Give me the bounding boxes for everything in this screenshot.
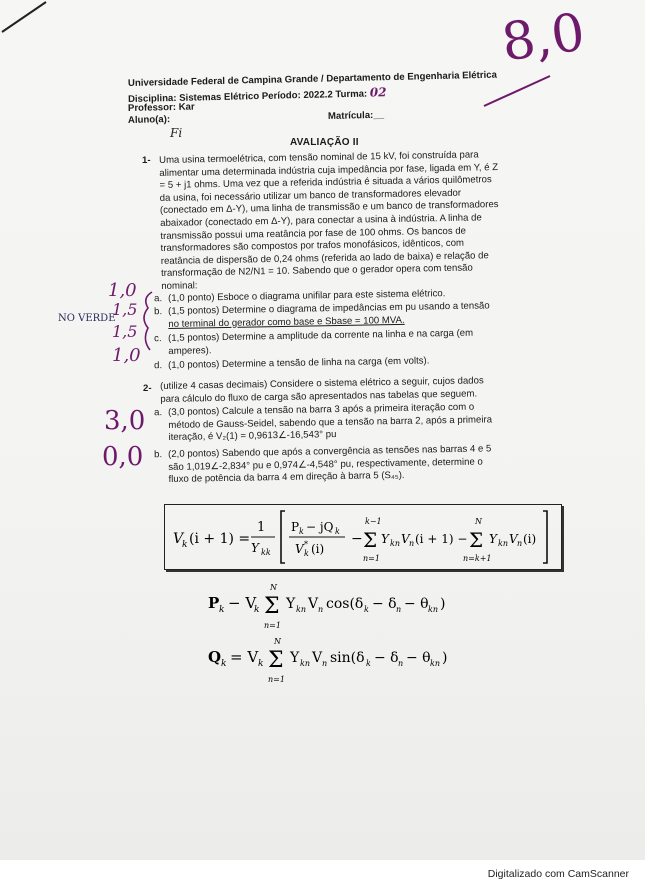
svg-text:n: n <box>396 605 402 614</box>
svg-text:k: k <box>182 540 188 550</box>
svg-text:Σ: Σ <box>264 594 280 619</box>
svg-text:(i + 1) =: (i + 1) = <box>189 531 251 547</box>
header-student <box>128 114 170 126</box>
q1-item-d <box>154 355 430 372</box>
q1-line: transformadores são compostos por trafos monofásicos, idênticos, com <box>160 237 465 255</box>
active-power-formula <box>200 580 480 630</box>
svg-text:Y: Y <box>251 541 259 555</box>
svg-text:(i + 1) −: (i + 1) − <box>415 532 468 546</box>
svg-text:(i): (i) <box>523 532 537 546</box>
svg-text:cos(δ: cos(δ <box>326 596 364 612</box>
handwritten-turma: 02 <box>369 85 387 100</box>
svg-text:− jQ: − jQ <box>306 520 334 534</box>
item-label: d. <box>154 360 163 372</box>
svg-text:kn: kn <box>430 659 440 668</box>
q1-line: transmissão possui uma reatância por fase de 100 ohms. Os bancos de <box>160 225 467 242</box>
bracket-mark <box>138 288 158 368</box>
header-matricula: Matrícula:__ <box>327 109 385 122</box>
svg-text:kk: kk <box>261 548 271 557</box>
svg-text:k: k <box>364 605 369 614</box>
scanner-watermark: Digitalizado com CamScanner <box>487 868 629 880</box>
svg-text:= V: = V <box>230 648 259 666</box>
q2-number: 2- <box>143 383 152 394</box>
page-title: AVALIAÇÃO II <box>290 137 359 148</box>
q1-item-c <box>154 327 474 359</box>
svg-text:kn: kn <box>390 539 400 548</box>
item-line: método de Gauss-Seidel, sabendo que a tensão na barra 2, após a primeira <box>168 413 493 431</box>
q1-number: 1- <box>142 155 151 166</box>
item-label: a. <box>154 407 163 419</box>
item-label: c. <box>154 333 162 345</box>
svg-text:Σ: Σ <box>363 528 378 552</box>
svg-text:n=1: n=1 <box>268 675 285 684</box>
svg-text:k: k <box>304 549 309 558</box>
q1-line: nominal: <box>161 280 198 292</box>
svg-text:N: N <box>270 583 277 592</box>
q1-line: abaixador (conectado em Δ-Y), para conectar a usina à indústria. A linha de <box>160 212 482 229</box>
item-line: (1,5 pontos) Determine a amplitude da corrente na linha e na carga (em <box>168 327 474 344</box>
svg-text:V: V <box>173 531 184 547</box>
svg-text:kn: kn <box>300 659 310 668</box>
q1-line: alimentar uma determinada indústria cuja impedância por fase, ligada em Y, é Z <box>159 161 499 179</box>
svg-text:N: N <box>475 517 482 526</box>
svg-text:k: k <box>254 605 260 615</box>
svg-text:V: V <box>401 532 410 546</box>
svg-text:P: P <box>291 520 300 534</box>
item-line: (3,0 pontos) Calcule a tensão na barra 3 após a primeira iteração com o <box>168 401 475 418</box>
svg-text:V: V <box>509 532 518 546</box>
pen-stroke-mark <box>0 0 60 40</box>
svg-text:n: n <box>322 659 328 668</box>
handwritten-under-name: Fi <box>170 126 183 140</box>
svg-text:Σ: Σ <box>268 648 284 673</box>
item-line: (2,0 pontos) Sabendo que após a convergência as tensões nas barras 4 e 5 <box>168 443 492 460</box>
q2-item-a <box>154 401 493 444</box>
gauss-seidel-formula <box>165 505 561 569</box>
svg-text:k: k <box>299 527 304 536</box>
svg-text:n: n <box>318 605 324 614</box>
grade-mark-2b: 0,0 <box>102 442 144 472</box>
svg-text:kn: kn <box>296 605 306 614</box>
svg-text:Y: Y <box>290 650 300 666</box>
q1-body <box>159 149 500 293</box>
svg-text:k: k <box>366 659 371 668</box>
q1-line: transformação de N2/N1 = 10. Sabendo que o gerador opera com tensão <box>160 262 473 280</box>
score-underline-mark <box>480 70 560 110</box>
svg-text:V: V <box>308 596 319 612</box>
grade-mark-c: 1,5 <box>112 322 138 341</box>
svg-text:− θ: − θ <box>404 596 429 612</box>
item-line: (1,0 pontos) Determine a tensão de linha na carga (em volts). <box>168 355 430 371</box>
svg-text:n: n <box>409 539 415 548</box>
svg-text:Y: Y <box>381 532 389 546</box>
svg-text:kn: kn <box>428 605 438 614</box>
item-line: no terminal do gerador como base e Sbase = 100 MVA. <box>168 314 405 330</box>
item-line: fluxo de potência da barra 4 em direção à barra 5 (S₄₅). <box>168 470 405 486</box>
item-line: amperes). <box>168 344 212 357</box>
svg-text:kn: kn <box>498 539 508 548</box>
svg-text:sin(δ: sin(δ <box>330 650 365 666</box>
score-total: 8,0 <box>498 2 589 74</box>
svg-text:): ) <box>442 650 448 666</box>
q1-line: da usina, foi necessário utilizar um banco de transformadores elevador <box>159 187 462 204</box>
item-label: b. <box>154 306 163 318</box>
item-label: a. <box>154 293 163 305</box>
header-university: Universidade Federal de Campina Grande / Departamento de Engenharia Elétrica <box>127 69 497 89</box>
svg-text:n: n <box>517 539 523 548</box>
grade-mark-2a: 3,0 <box>104 406 146 436</box>
svg-text:N: N <box>274 637 281 646</box>
header-professor: Professor: Kar <box>127 101 195 114</box>
reactive-power-formula <box>200 632 480 684</box>
svg-text:k: k <box>335 527 340 536</box>
q2-line: para cálculo do fluxo de carga são apresentados nas tabelas que seguem. <box>160 388 478 405</box>
grade-mark-a: 1,0 <box>108 280 137 301</box>
svg-text:−: − <box>351 531 363 547</box>
svg-text:k: k <box>258 659 264 669</box>
svg-text:V: V <box>295 542 304 556</box>
q1-line: reatância de dispersão de 0,24 ohms (referida ao lado de baixa) e relação de <box>160 250 489 267</box>
gauss-seidel-formula-box <box>164 504 562 570</box>
svg-text:*: * <box>304 540 308 549</box>
q1-line: Uma usina termoelétrica, com tensão nominal de 15 kV, foi construída para <box>159 149 479 166</box>
svg-text:1: 1 <box>257 520 266 535</box>
svg-text:− θ: − θ <box>406 650 431 666</box>
svg-text:): ) <box>440 596 446 612</box>
svg-text:P: P <box>208 594 220 612</box>
item-label: b. <box>154 449 163 461</box>
svg-text:− δ: − δ <box>374 650 399 666</box>
svg-text:k: k <box>219 605 225 615</box>
svg-text:− V: − V <box>228 594 257 612</box>
svg-text:n=k+1: n=k+1 <box>463 554 492 563</box>
q1-line: = 5 + j1 ohms. Uma vez que a referida indústria é situada a vários quilômetros <box>159 174 492 192</box>
svg-text:− δ: − δ <box>372 596 397 612</box>
svg-text:n=1: n=1 <box>264 621 281 630</box>
svg-text:n: n <box>398 659 404 668</box>
q2-item-b <box>154 443 492 486</box>
svg-text:(i): (i) <box>311 542 325 556</box>
grade-mark-b: 1,5 <box>112 300 138 319</box>
svg-text:Σ: Σ <box>469 528 484 552</box>
header-student-label: Aluno(a): <box>127 114 171 126</box>
q1-line: (conectado em Δ-Y), uma linha de transmissão e um banco de transformadores <box>159 199 499 217</box>
svg-text:n=1: n=1 <box>363 554 380 563</box>
item-line: (1,0 ponto) Esboce o diagrama unifilar para este sistema elétrico. <box>168 288 446 304</box>
q2-line: (utilize 4 casas decimais) Considere o sistema elétrico a seguir, cujos dados <box>160 375 484 392</box>
svg-text:V: V <box>312 650 323 666</box>
svg-text:Y: Y <box>489 532 497 546</box>
item-line: são 1,019∠-2,834° pu e 0,974∠-4,548° pu, respectivamente, determine o <box>168 456 483 473</box>
item-line: (1,5 pontos) Determine o diagrama de impedâncias em pu usando a tensão <box>168 300 490 317</box>
svg-text:Y: Y <box>286 596 296 612</box>
header-discipline-label: Disciplina: Sistemas Elétrico Período: 2022.2 Turma: <box>127 88 368 105</box>
svg-text:Q: Q <box>208 648 222 666</box>
grade-mark-d: 1,0 <box>112 345 141 366</box>
item-line: iteração, é V₂(1) = 0,9613∠-16,543° pu <box>168 429 337 444</box>
svg-text:k: k <box>221 659 227 669</box>
svg-text:k−1: k−1 <box>365 517 382 526</box>
q1-item-b <box>154 300 490 331</box>
grade-note-b: NO VERDE <box>58 313 116 324</box>
